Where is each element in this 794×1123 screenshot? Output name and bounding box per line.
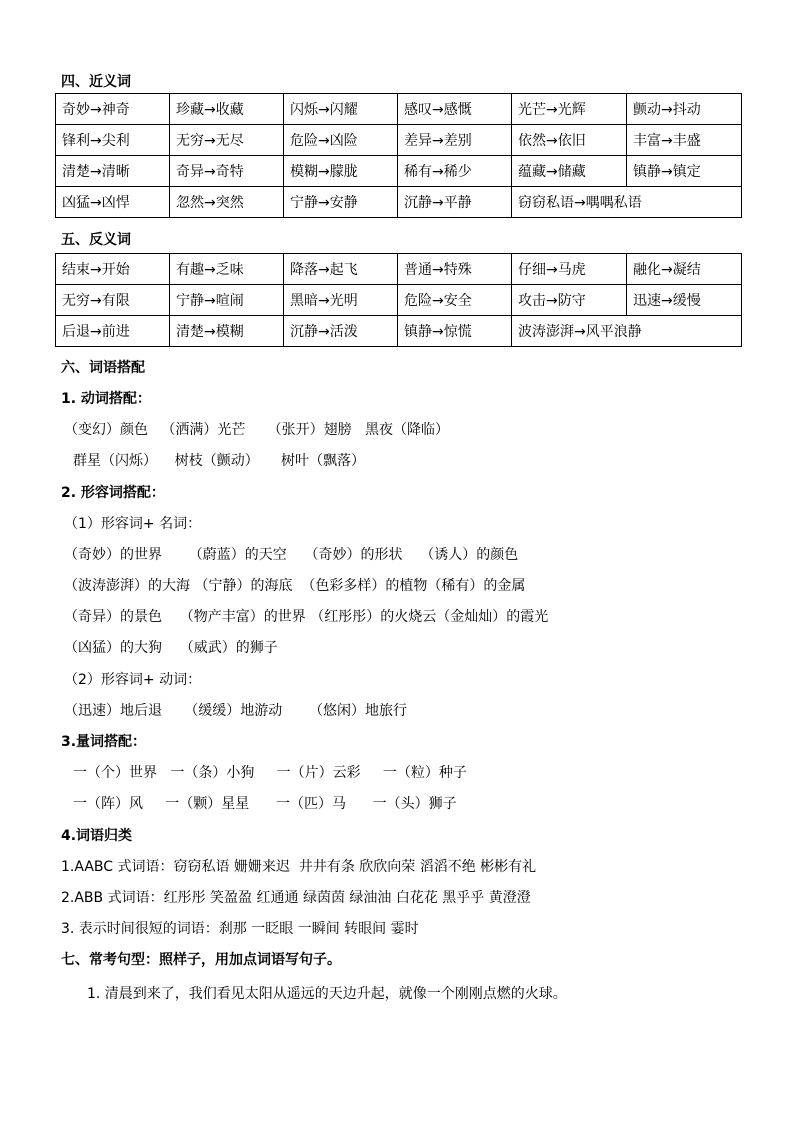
table-row [56,156,742,187]
table-cell: 宁静→喧闹 [170,285,284,316]
table-cell: 奇妙→神奇 [56,94,170,125]
word-group-line: 3. 表示时间很短的词语：刹那 一眨眼 一瞬间 转眼间 霎时 [61,921,419,937]
adj-noun-line: （凶猛）的大狗 （威武）的狮子 [64,640,278,656]
table-cell: 颤动→抖动 [627,94,742,125]
table-cell: 沉静→活泼 [284,316,398,347]
table-cell: 普通→特殊 [398,254,512,285]
table-cell: 窃窃私语→喁喁私语 [512,187,742,218]
table-cell: 丰富→丰盛 [627,125,742,156]
adj-verb-line: （迅速）地后退 （缓缓）地游动 （悠闲）地旅行 [64,703,407,719]
sentence-example: 1. 清晨到来了，我们看见太阳从遥远的天边升起，就像一个刚刚点燃的火球。 [87,986,567,1002]
table-row [56,285,742,316]
table-cell: 危险→凶险 [284,125,398,156]
synonym-table [55,93,742,218]
table-cell: 无穷→无尽 [170,125,284,156]
table-row [56,254,742,285]
table-cell: 结束→开始 [56,254,170,285]
word-group-title: 4.词语归类 [61,828,133,844]
table-cell: 有趣→乏味 [170,254,284,285]
table-cell: 依然→依旧 [512,125,627,156]
section-4-title: 四、近义词 [61,74,131,90]
table-cell: 后退→前进 [56,316,170,347]
table-cell: 清楚→模糊 [170,316,284,347]
verb-collocation-title: 1. 动词搭配： [61,391,151,407]
table-cell: 差异→差别 [398,125,512,156]
adj-noun-title: （1）形容词+ 名词： [64,516,202,532]
table-cell: 镇静→惊慌 [398,316,512,347]
table-cell: 闪烁→闪耀 [284,94,398,125]
table-cell: 蕴藏→储藏 [512,156,627,187]
table-cell: 宁静→安静 [284,187,398,218]
measure-line: 一（个）世界 一（条）小狗 一（片）云彩 一（粒）种子 [73,765,467,781]
verb-line: （变幻）颜色 （洒满）光芒 （张开）翅膀 黑夜（降临） [64,422,449,438]
table-cell: 珍藏→收藏 [170,94,284,125]
table-cell: 危险→安全 [398,285,512,316]
table-cell: 模糊→朦胧 [284,156,398,187]
adj-noun-line: （奇异）的景色 （物产丰富）的世界 （红彤彤）的火烧云（金灿灿）的霞光 [64,609,549,625]
word-group-line: 1.AABC 式词语：窃窃私语 姗姗来迟 井井有条 欣欣向荣 滔滔不绝 彬彬有礼 [61,859,537,875]
table-cell: 无穷→有限 [56,285,170,316]
table-cell: 锋利→尖利 [56,125,170,156]
table-row [56,125,742,156]
measure-word-title: 3.量词搭配： [61,734,147,750]
table-cell: 黑暗→光明 [284,285,398,316]
measure-line: 一（阵）风 一（颗）星星 一（匹）马 一（头）狮子 [73,796,457,812]
table-cell: 凶猛→凶悍 [56,187,170,218]
table-cell: 沉静→平静 [398,187,512,218]
antonym-table [55,253,742,347]
table-cell: 迅速→缓慢 [627,285,742,316]
section-7-title: 七、常考句型：照样子，用加点词语写句子。 [61,952,341,968]
table-row [56,187,742,218]
table-cell: 奇异→奇特 [170,156,284,187]
adj-verb-title: （2）形容词+ 动词： [64,672,202,688]
table-cell: 稀有→稀少 [398,156,512,187]
table-cell: 感叹→感慨 [398,94,512,125]
table-row [56,94,742,125]
table-cell: 光芒→光辉 [512,94,627,125]
table-cell: 波涛澎湃→风平浪静 [512,316,742,347]
adj-noun-line: （波涛澎湃）的大海 （宁静）的海底 （色彩多样）的植物（稀有）的金属 [64,578,526,594]
adjective-collocation-title: 2. 形容词搭配： [61,485,165,501]
table-cell: 清楚→清晰 [56,156,170,187]
verb-line: 群星（闪烁） 树枝（颤动） 树叶（飘落） [73,453,366,469]
section-5-title: 五、反义词 [61,232,131,248]
table-cell: 仔细→马虎 [512,254,627,285]
table-cell: 降落→起飞 [284,254,398,285]
table-row [56,316,742,347]
adj-noun-line: （奇妙）的世界 （蔚蓝）的天空 （奇妙）的形状 （诱人）的颜色 [64,547,519,563]
table-cell: 攻击→防守 [512,285,627,316]
table-cell: 镇静→镇定 [627,156,742,187]
table-cell: 忽然→突然 [170,187,284,218]
table-cell: 融化→凝结 [627,254,742,285]
section-6-title: 六、词语搭配 [61,360,145,376]
word-group-line: 2.ABB 式词语：红彤彤 笑盈盈 红通通 绿茵茵 绿油油 白花花 黑乎乎 黄澄澄 [61,890,531,906]
